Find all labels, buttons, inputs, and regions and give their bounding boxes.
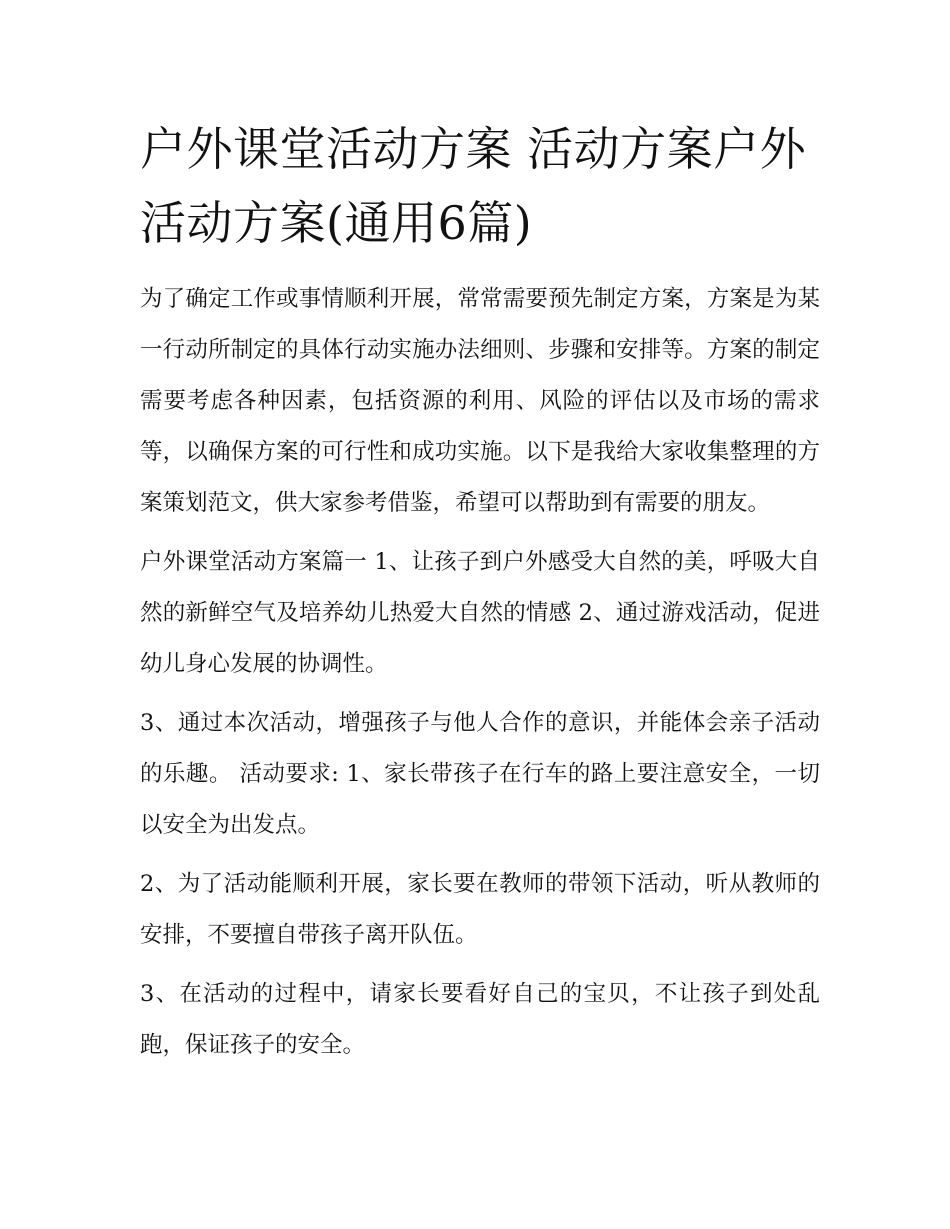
document-page [140,112,820,1079]
paragraph-goals: 户外课堂活动方案篇一 1、让孩子到户外感受大自然的美，呼吸大自然的新鲜空气及培养幼儿热爱大自然的情感 2、通过游戏活动，促进幼儿身心发展的协调性。 [140,549,820,677]
paragraph-intro: 为了确定工作或事情顺利开展，常常需要预先制定方案，方案是为某一行动所制定的具体行动实施办法细则、步骤和安排等。方案的制定需要考虑各种因素，包括资源的利用、风险的评估以及市场的需求等，以确保方案的可行性和成功实施。以下是我给大家收集整理的方案策划范文，供大家参考借鉴，希望可以帮助到有需要的朋友。 [140,286,820,516]
paragraph-requirement-2: 2、为了活动能顺利开展，家长要在教师的带领下活动，听从教师的安排，不要擅自带孩子离开队伍。 [140,871,820,948]
paragraph-goal-3: 3、通过本次活动，增强孩子与他人合作的意识，并能体会亲子活动的乐趣。 活动要求: 1、家长带孩子在行车的路上要注意安全，一切以安全为出发点。 [140,710,820,838]
paragraph-requirement-3: 3、在活动的过程中，请家长要看好自己的宝贝，不让孩子到处乱跑，保证孩子的安全。 [140,981,820,1058]
document-title: 户外课堂活动方案 活动方案户外活动方案(通用6篇) [140,122,807,250]
